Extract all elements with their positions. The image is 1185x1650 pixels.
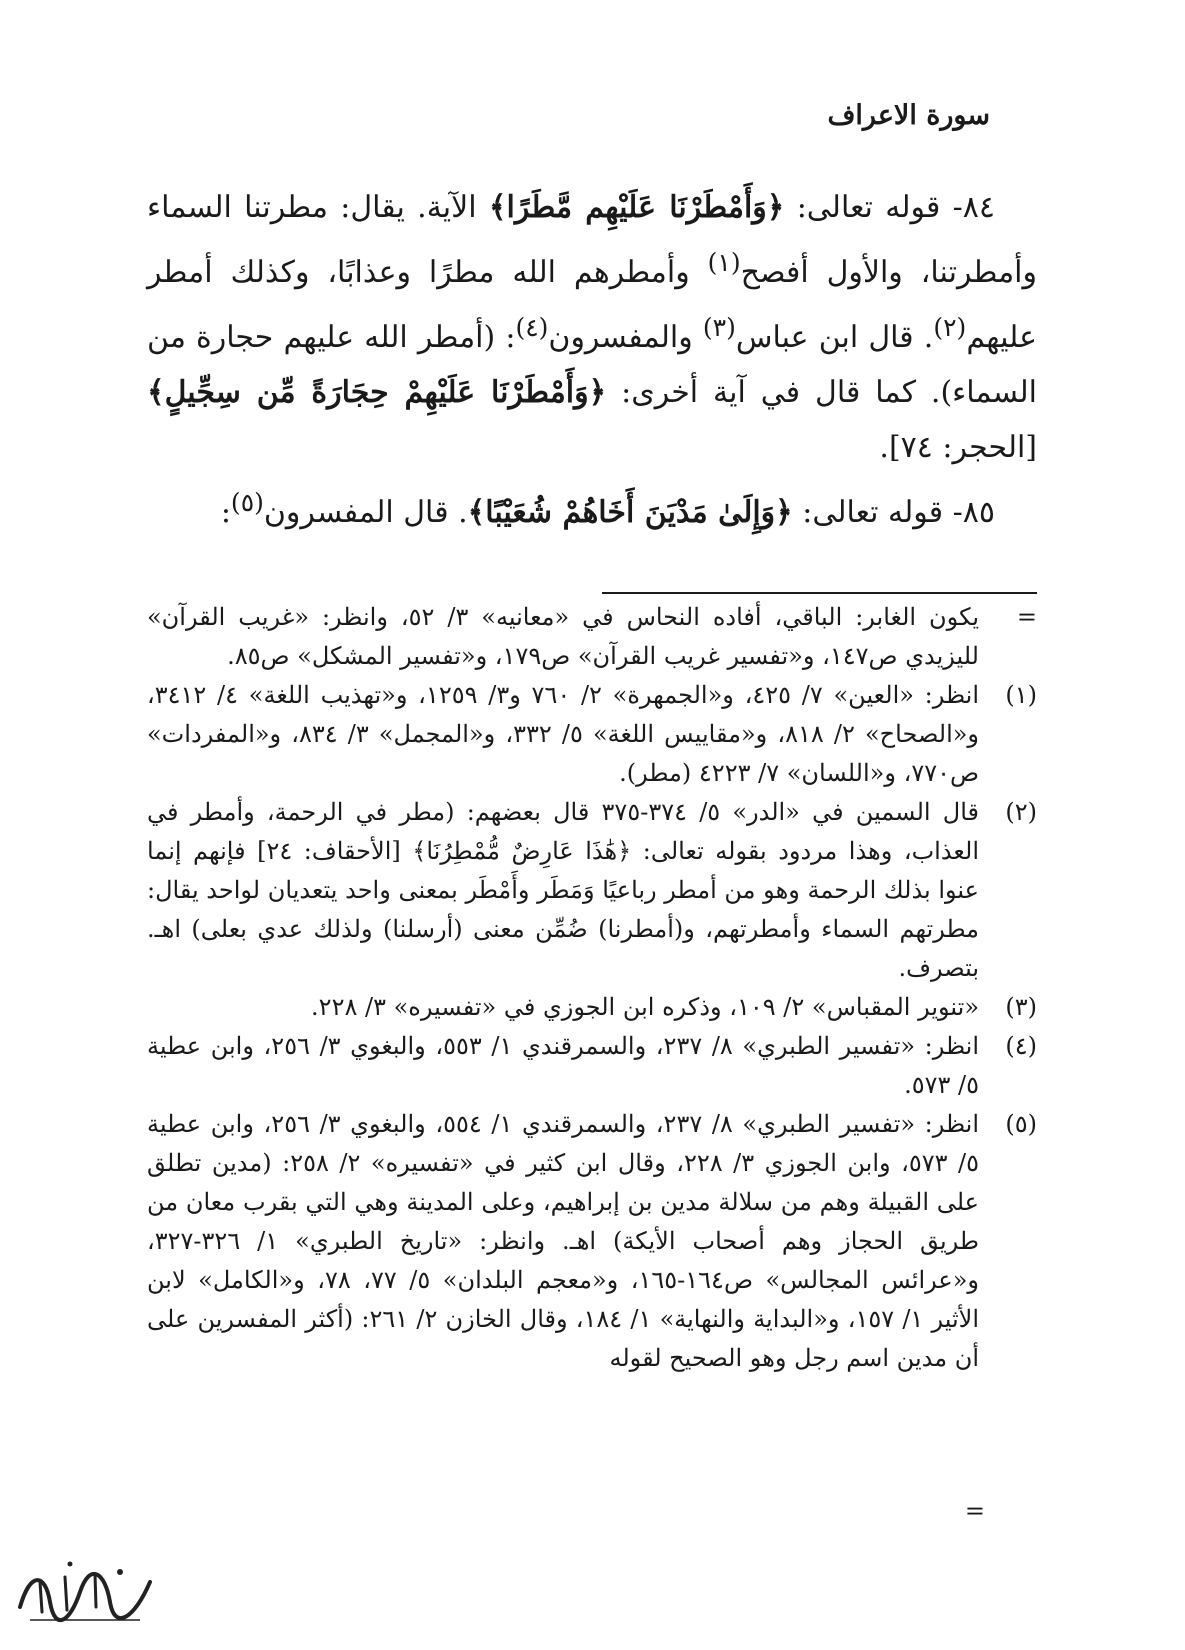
footnote-text: قال السمين في «الدر» ٥/ ٣٧٤-٣٧٥ قال بعضهم: (مطر في الرحمة، وأمطر في العذاب، وهذا مردود بقوله تعالى: ﴿هَٰذَا عَارِضٌ مُّمْطِرُنَا﴾ [الأحقاف: ٢٤] فإنهم إنما عنوا بذلك الرحمة وهو من أمطر رباعيًا وَمَطَر وأَمْطَر بمعنى واحد يتعديان لواحد يقال: مطرتهم السماء وأمطرتهم، و(أمطرنا) ضُمِّن معنى (أرسلنا) ولذلك عدي بعلى) اهـ. بتصرف. <box>147 798 979 982</box>
footnote-1 <box>147 676 1037 793</box>
footnote-ref-3[interactable]: (٣) <box>702 313 736 342</box>
footnote-marker: (٤) <box>1005 1032 1037 1060</box>
watermark-logo <box>10 1552 160 1632</box>
body-text: الآية. يقال: مطرتنا السماء وأمطرتنا، والأول أفصح <box>147 190 1038 290</box>
footnote-marker: (١) <box>1005 681 1037 709</box>
footnote-4 <box>147 1027 1037 1105</box>
body-text: والمفسرون <box>548 320 703 355</box>
body-text: وأمطرهم الله مطرًا وعذابًا، وكذلك أمطر عليهم <box>147 255 1037 355</box>
footnote-divider <box>602 592 1037 594</box>
body-text: . قال ابن عباس <box>735 320 934 355</box>
verse-84-intro: ٨٤- قوله تعالى: <box>784 190 996 225</box>
continuation-marker: = <box>964 1497 985 1525</box>
footnote-3 <box>147 988 1037 1027</box>
quran-verse: ﴿وَأَمْطَرْنَا عَلَيْهِمْ حِجَارَةً مِّن سِجِّيلٍ﴾ <box>147 375 607 410</box>
main-text <box>147 180 1037 540</box>
footnote-marker: (٥) <box>1005 1110 1037 1138</box>
footnote-marker: (٢) <box>1005 798 1037 826</box>
footnotes <box>147 598 1037 1378</box>
footnote-text: انظر: «تفسير الطبري» ٨/ ٢٣٧، والسمرقندي ١/ ٥٥٣، والبغوي ٣/ ٢٥٦، وابن عطية ٥/ ٥٧٣. <box>147 1032 980 1099</box>
footnote-text: «تنوير المقباس» ٢/ ١٠٩، وذكره ابن الجوزي في «تفسيره» ٣/ ٢٢٨. <box>311 993 979 1021</box>
body-text: : (أمطر الله عليهم حجارة من السماء). كما قال في آية أخرى: <box>147 320 1038 410</box>
footnote-continued <box>147 598 1037 676</box>
body-text: : <box>220 495 231 530</box>
footnote-ref-4[interactable]: (٤) <box>515 313 549 342</box>
paragraph-verse-84 <box>147 180 1037 475</box>
footnote-marker: (٣) <box>1005 993 1037 1021</box>
footnote-text: انظر: «العين» ٧/ ٤٢٥، و«الجمهرة» ٢/ ٧٦٠ و٣/ ١٢٥٩، و«تهذيب اللغة» ٤/ ٣٤١٢، و«الصحاح» ٢/ ٨١٨، و«مقاييس اللغة» ٥/ ٣٣٢، و«المجمل» ٣/ ٨٣٤، و«المفردات» ص٧٧٠، و«اللسان» ٧/ ٤٢٢٣ (مطر). <box>147 681 980 787</box>
verse-85-intro: ٨٥- قوله تعالى: <box>792 495 995 530</box>
quran-verse: ﴿وَأَمْطَرْنَا عَلَيْهِم مَّطَرًا﴾ <box>488 190 785 225</box>
watermark-calligraphy-icon <box>10 1552 160 1632</box>
surah-reference: [الحجر: ٧٤]. <box>879 430 1037 465</box>
footnote-ref-5[interactable]: (٥) <box>230 488 264 517</box>
body-text: . قال المفسرون <box>263 495 468 530</box>
footnote-2 <box>147 793 1037 988</box>
footnote-ref-2[interactable]: (٢) <box>933 313 967 342</box>
quran-verse: ﴿وَإِلَىٰ مَدْيَنَ أَخَاهُمْ شُعَيْبًا﴾ <box>467 495 793 530</box>
footnote-5 <box>147 1105 1037 1378</box>
footnote-marker: = <box>1016 603 1037 631</box>
footnote-text: يكون الغابر: الباقي، أفاده النحاس في «معانيه» ٣/ ٥٢، وانظر: «غريب القرآن» لليزيدي ص١٤٧، و«تفسير غريب القرآن» ص١٧٩، و«تفسير المشكل» ص٨٥. <box>147 603 980 670</box>
paragraph-verse-85 <box>147 475 1037 540</box>
footnote-ref-1[interactable]: (١) <box>707 248 741 277</box>
footnote-text: انظر: «تفسير الطبري» ٨/ ٢٣٧، والسمرقندي ١/ ٥٥٤، والبغوي ٣/ ٢٥٦، وابن عطية ٥/ ٥٧٣، وابن الجوزي ٣/ ٢٢٨، وقال ابن كثير في «تفسيره» ٢/ ٢٥٨: (مدين تطلق على القبيلة وهم من سلالة مدين بن إبراهيم، وعلى المدينة وهي التي بقرب معان من طريق الحجاز وهم أصحاب الأيكة) اهـ. وانظر: «تاريخ الطبري» ١/ ٣٢٦-٣٢٧، و«عرائس المجالس» ص١٦٤-١٦٥، و«معجم البلدان» ٥/ ٧٧، ٧٨، و«الكامل» لابن الأثير ١/ ١٥٧، و«البداية والنهاية» ١/ ١٨٤، وقال الخازن ٢/ ٢٦١: (أكثر المفسرين على أن مدين اسم رجل وهو الصحيح لقوله <box>147 1110 980 1372</box>
running-header: سورة الاعراف <box>827 100 990 131</box>
